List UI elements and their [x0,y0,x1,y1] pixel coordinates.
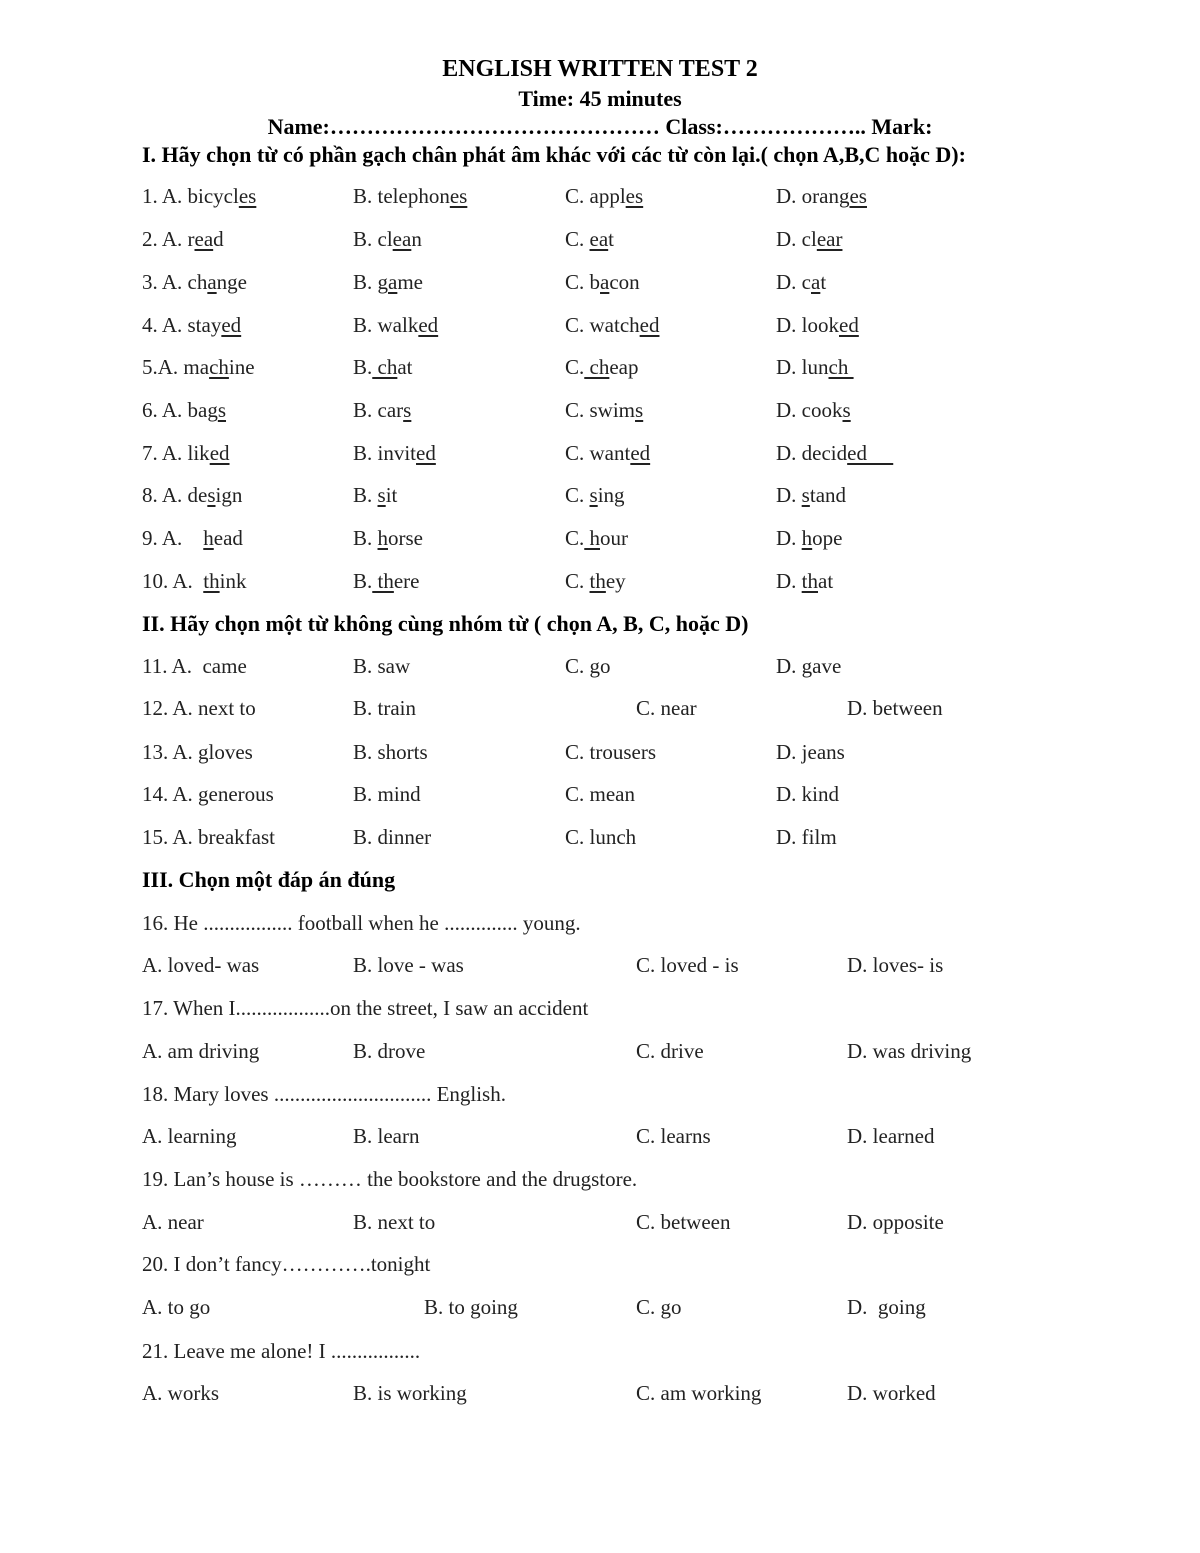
option-text-prefix: C. watch [565,313,640,337]
option-text-prefix: C. [565,483,590,507]
option-text-suffix: ing [597,483,625,507]
answer-option: C. near [636,696,697,720]
option-text-prefix: D. cl [776,227,817,251]
answer-option: D. gave [776,654,842,678]
option-text-suffix: ink [219,569,247,593]
answer-option [565,524,628,552]
option-text-suffix: ead [213,526,243,550]
underlined-sound: ch [209,355,229,379]
answer-option [565,567,626,595]
answer-option [142,268,247,296]
answer-option: A. to go [142,1295,211,1319]
answer-option [776,182,867,210]
underlined-sound: ed [418,313,439,337]
underlined-sound: ed [209,441,230,465]
section-3-heading: III. Chọn một đáp án đúng [142,867,396,892]
option-text-prefix: B. walk [353,313,419,337]
option-text-suffix: d [213,227,224,251]
answer-option: B. train [353,696,416,720]
answer-option: A. loved- was [142,953,260,977]
underlined-sound: ed [221,313,242,337]
underlined-sound: a [388,270,398,294]
answer-option: B. dinner [353,825,432,849]
answer-option [565,268,640,296]
answer-option [565,481,625,509]
option-text-suffix: ine [228,355,255,379]
answer-option [353,225,422,253]
answer-option: C. learns [636,1124,711,1148]
underlined-sound: th [203,569,220,593]
option-text-prefix: 8. A. de [142,483,208,507]
answer-option [565,396,643,424]
section-1-heading: I. Hãy chọn từ có phần gạch chân phát âm khác với các từ còn lại.( chọn A,B,C hoặc D): [142,142,966,167]
answer-option [142,225,224,253]
answer-option [142,396,226,424]
answer-option [142,481,242,509]
underlined-sound: es [849,184,867,208]
option-text-suffix: ere [393,569,420,593]
underlined-sound: a [600,270,610,294]
answer-option: C. am working [636,1381,762,1405]
option-text-prefix: B. [353,526,378,550]
answer-option: D. learned [847,1124,935,1148]
underlined-sound: es [238,184,257,208]
answer-option [776,353,854,381]
question-text: 18. Mary loves .............................. English. [142,1082,506,1106]
option-text-prefix: 9. A. [142,526,204,550]
underlined-sound: ed [416,441,436,465]
answer-option: C. go [636,1295,682,1319]
underlined-sound: ch [372,355,398,379]
underlined-sound: a [811,270,821,294]
underlined-sound: s [217,398,227,422]
underlined-sound: ch [828,355,854,379]
answer-option: 14. A. generous [142,782,274,806]
option-text-prefix: 10. A. [142,569,204,593]
answer-option: A. am driving [142,1039,260,1063]
answer-option: A. works [142,1381,219,1405]
answer-option: B. mind [353,782,421,806]
answer-option: A. near [142,1210,204,1234]
answer-option [776,524,843,552]
underlined-sound: ear [816,227,843,251]
option-text-prefix: D. [776,526,802,550]
answer-option: 15. A. breakfast [142,825,275,849]
answer-option: B. next to [353,1210,436,1234]
question-text: 19. Lan’s house is ……… the bookstore and the drugstore. [142,1167,638,1191]
underlined-sound: s [403,398,412,422]
answer-option [353,439,436,467]
question-text: 20. I don’t fancy………….tonight [142,1252,431,1276]
answer-option [776,481,846,509]
underlined-sound: th [801,569,819,593]
question-text: 21. Leave me alone! I ................. [142,1339,421,1363]
option-text-prefix: 4. A. stay [142,313,222,337]
answer-option: A. learning [142,1124,237,1148]
answer-option [353,567,420,595]
option-text-prefix: 3. A. ch [142,270,208,294]
option-text-suffix: con [609,270,640,294]
option-text-suffix: at [397,355,413,379]
underlined-sound: ch [584,355,610,379]
answer-option [776,439,893,467]
option-text-prefix: 2. A. r [142,227,195,251]
student-info-fields: Name:……………………………………… Class:……………….. Mark: [267,114,933,139]
option-text-prefix: B. [353,355,373,379]
answer-option [142,311,241,339]
answer-option: D. opposite [847,1210,944,1234]
option-text-suffix: ign [215,483,243,507]
option-text-suffix: our [600,526,629,550]
option-text-prefix: B. [353,483,378,507]
underlined-sound: ed [839,313,859,337]
answer-option: B. drove [353,1039,426,1063]
option-text-prefix: 1. A. bicycl [142,184,239,208]
answer-option: 11. A. came [142,654,247,678]
option-text-prefix: B. cl [353,227,393,251]
option-text-suffix: nge [216,270,247,294]
answer-option: 12. A. next to [142,696,256,720]
answer-option [353,353,413,381]
answer-option: 13. A. gloves [142,740,253,764]
option-text-suffix: it [385,483,398,507]
option-text-prefix: C. want [565,441,631,465]
option-text-prefix: B. telephon [353,184,450,208]
answer-option [776,268,826,296]
section-2-heading: II. Hãy chọn một từ không cùng nhóm từ ( chọn A, B, C, hoặc D) [142,611,749,636]
answer-option [142,353,255,381]
answer-option: B. is working [353,1381,467,1405]
option-text-suffix: t [820,270,827,294]
underlined-sound: ed [847,441,894,465]
option-text-prefix: D. c [776,270,811,294]
answer-option: D. was driving [847,1039,972,1063]
answer-option [353,481,397,509]
option-text-prefix: B. car [353,398,404,422]
answer-option: D. worked [847,1381,936,1405]
answer-option [776,311,859,339]
answer-option: D. kind [776,782,839,806]
underlined-sound: s [635,398,644,422]
question-text: 17. When I..................on the street, I saw an accident [142,996,589,1020]
underlined-sound: a [207,270,217,294]
answer-option [353,311,438,339]
answer-option [142,439,230,467]
underlined-sound: s [842,398,851,422]
answer-option [565,439,650,467]
answer-option [565,182,643,210]
option-text-suffix: at [818,569,834,593]
option-text-prefix: D. orang [776,184,850,208]
time-limit: Time: 45 minutes [518,86,682,111]
test-title: ENGLISH WRITTEN TEST 2 [442,56,758,82]
option-text-prefix: D. lun [776,355,829,379]
answer-option [776,396,851,424]
underlined-sound: s [377,483,386,507]
answer-option [565,353,639,381]
option-text-suffix: ey [605,569,626,593]
answer-option: D. going [847,1295,926,1319]
underlined-sound: ed [639,313,660,337]
answer-option [776,567,833,595]
option-text-prefix: B. invit [353,441,417,465]
answer-option: B. to going [424,1295,518,1319]
answer-option: C. trousers [565,740,656,764]
answer-option [776,225,842,253]
option-text-prefix: C. swim [565,398,636,422]
underlined-sound: h [377,526,389,550]
answer-option: D. loves- is [847,953,944,977]
option-text-prefix: C. [565,227,590,251]
option-text-prefix: D. look [776,313,839,337]
underlined-sound: ea [194,227,214,251]
question-text: 16. He ................. football when he .............. young. [142,911,581,935]
underlined-sound: th [589,569,606,593]
answer-option: C. mean [565,782,635,806]
underlined-sound: es [625,184,644,208]
option-text-prefix: 6. A. bag [142,398,218,422]
option-text-prefix: D. [776,483,802,507]
answer-option: C. loved - is [636,953,739,977]
answer-option [142,182,256,210]
option-text-suffix: me [397,270,423,294]
underlined-sound: s [589,483,598,507]
underlined-sound: h [584,526,601,550]
option-text-suffix: n [411,227,422,251]
answer-option: B. learn [353,1124,420,1148]
option-text-prefix: C. [565,569,590,593]
option-text-prefix: D. decid [776,441,848,465]
answer-option [353,182,467,210]
answer-option [142,524,243,552]
option-text-prefix: C. appl [565,184,626,208]
answer-option [142,567,246,595]
answer-option: C. between [636,1210,731,1234]
underlined-sound: ea [589,227,609,251]
underlined-sound: h [801,526,813,550]
answer-option: B. shorts [353,740,428,764]
answer-option [565,311,659,339]
answer-option: C. lunch [565,825,637,849]
answer-option [353,524,423,552]
underlined-sound: es [449,184,468,208]
option-text-prefix: B. [353,569,373,593]
option-text-suffix: orse [388,526,424,550]
underlined-sound: s [207,483,216,507]
option-text-suffix: eap [609,355,639,379]
underlined-sound: ea [392,227,412,251]
answer-option: C. go [565,654,611,678]
option-text-prefix: C. b [565,270,601,294]
option-text-prefix: 5.A. ma [142,355,210,379]
option-text-prefix: D. cook [776,398,843,422]
answer-option: C. drive [636,1039,704,1063]
answer-option [353,268,423,296]
option-text-prefix: C. [565,526,585,550]
option-text-prefix: D. [776,569,802,593]
answer-option [565,225,614,253]
answer-option: B. saw [353,654,411,678]
underlined-sound: th [372,569,394,593]
answer-option: D. between [847,696,943,720]
underlined-sound: s [801,483,810,507]
underlined-sound: h [203,526,214,550]
option-text-suffix: ope [812,526,843,550]
answer-option [353,396,411,424]
option-text-suffix: tand [809,483,847,507]
option-text-suffix: t [608,227,615,251]
option-text-prefix: C. [565,355,585,379]
underlined-sound: ed [630,441,651,465]
option-text-prefix: 7. A. lik [142,441,210,465]
option-text-prefix: B. g [353,270,389,294]
answer-option: D. jeans [776,740,845,764]
answer-option: B. love - was [353,953,464,977]
answer-option: D. film [776,825,837,849]
